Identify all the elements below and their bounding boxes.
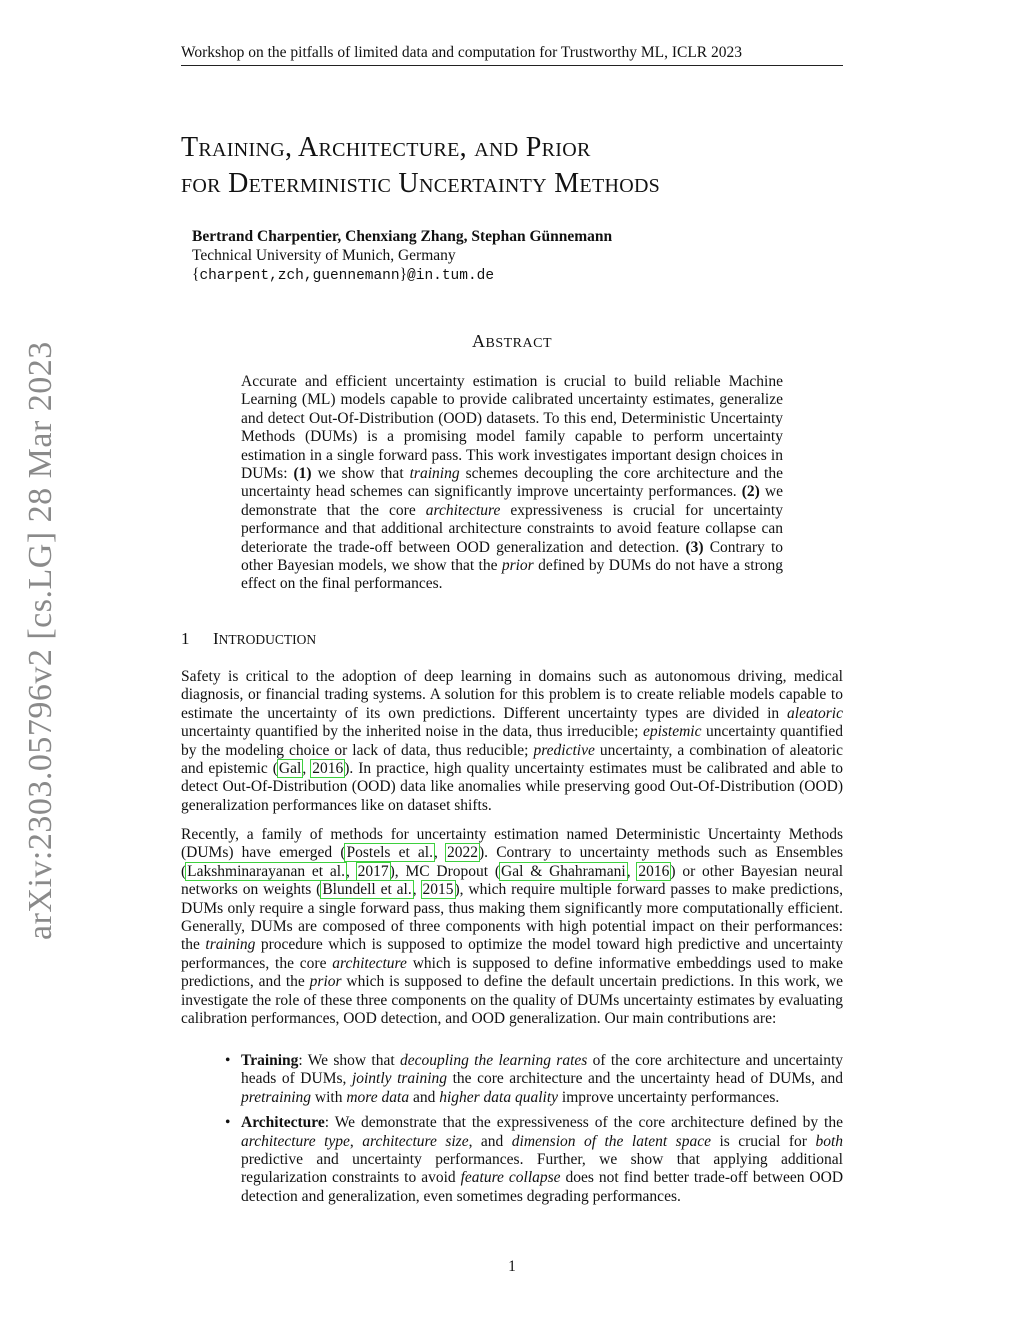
citation-link[interactable]: 2016 [638, 862, 670, 880]
page-number: 1 [508, 1258, 516, 1275]
header-rule [181, 65, 843, 66]
citation-link[interactable]: 2022 [447, 844, 478, 862]
contribution-architecture: • Architecture: We demonstrate that the expressiveness of the core architecture defined by the architecture type, architecture size, and dimension of the latent space is crucial for both predictive and uncertainty performances. Further, we show that applying additional regularization constraints to avoid feature collapse does not find better trade-off between OOD detection and generalization, even sometimes degrading performances. [225, 1114, 844, 1205]
citation-link[interactable]: 2015 [422, 881, 454, 899]
contribution-training: • Training: We show that decoupling the learning rates of the core architecture and uncertainty heads of DUMs, jointly training the core architecture and the uncertainty head of DUMs, and pretraining with more data and higher data quality improve uncertainty performances. [225, 1052, 843, 1106]
citation-link[interactable]: Lakshminarayanan et al. [187, 862, 345, 880]
paper-title [181, 131, 881, 203]
author-names: Bertrand Charpentier, Chenxiang Zhang, Stephan Günnemann [192, 228, 613, 245]
citation-link[interactable]: 2016 [312, 760, 344, 778]
abstract-body: Accurate and efficient uncertainty estimation is crucial to build reliable Machine Learning (ML) models capable to provide calibrated uncertainty estimates, generalize and detect Out-Of-Distribution (OOD) datasets. To this end, Deterministic Uncertainty Methods (DUMs) is a promising model family capable to perform uncertainty estimation in a single forward pass. This work investigates important design choices in DUMs: (1) we show that training schemes decoupling the core architecture and the uncertainty head schemes can significantly improve uncertainty performances. (2) we demonstrate that the core architecture expressiveness is crucial for uncertainty performance and that additional architecture constraints to avoid feature collapse can deteriorate the trade-off between OOD generalization and detection. (3) Contrary to other Bayesian models, we show that the prior defined by DUMs do not have a strong effect on the final performances. [241, 373, 784, 593]
arxiv-watermark: arXiv:2303.05796v2 [cs.LG] 28 Mar 2023 [22, 341, 59, 940]
citation-link[interactable]: Gal [278, 760, 302, 778]
citation-link[interactable]: Blundell et al. [322, 881, 412, 899]
running-header: Workshop on the pitfalls of limited data and computation for Trustworthy ML, ICLR 2023 [181, 44, 743, 61]
title-line-1: TRAINING, ARCHITECTURE, AND PRIOR [181, 132, 591, 163]
bullet-icon: • [225, 1052, 231, 1069]
citation-link[interactable]: Postels et al. [346, 844, 433, 862]
abstract-heading: ABSTRACT [471, 331, 552, 351]
citation-link[interactable]: Gal & Ghahramani [501, 862, 626, 880]
citation-link[interactable]: 2017 [357, 862, 389, 880]
author-emails: {charpent,zch,guennemann}@in.tum.de [192, 266, 495, 284]
affiliation: Technical University of Munich, Germany [192, 247, 456, 264]
section-heading-introduction: 1 INTRODUCTION [181, 629, 317, 648]
author-block [192, 227, 832, 286]
intro-paragraph-2: Recently, a family of methods for uncertainty estimation named Deterministic Uncertainty Methods (DUMs) have emerged (Postels et al., 2022). Contrary to uncertainty methods such as Ensembles (Lakshminarayanan et al., 2017), MC Dropout (Gal & Ghahramani, 2016) or other Bayesian neural networks on weights (Blundell et al., 2015), which require multiple forward passes to make predictions, DUMs only require a single forward pass, thus making them significantly more computationally efficient. Generally, DUMs are composed of three components with high potential impact on their performances: the training procedure which is supposed to optimize the model toward high predictive and uncertainty performances, the core architecture which is supposed to define informative embeddings used to make predictions, and the prior which is supposed to define the default uncertain predictions. In this work, we investigate the role of these three components on the quality of DUMs uncertainty estimates by evaluating calibration performances, OOD detection, and OOD generalization. Our main contributions are: [181, 826, 844, 1028]
contributions-list [225, 1052, 843, 1213]
bullet-icon: • [225, 1114, 231, 1132]
title-line-2: FOR DETERMINISTIC UNCERTAINTY METHODS [181, 168, 661, 199]
intro-paragraph-1: Safety is critical to the adoption of deep learning in domains such as autonomous driving, medical diagnosis, or financial trading systems. A solution for this problem is to create reliable models capable to estimate the uncertainty of its own predictions. Different uncertainty types are divided in aleatoric uncertainty quantified by the inherited noise in the data, thus irreducible; epistemic uncertainty quantified by the modeling choice or lack of data, thus reducible; predictive uncertainty, a combination of aleatoric and epistemic (Gal, 2016). In practice, high quality uncertainty estimates must be calibrated and able to detect Out-Of-Distribution (OOD) data like anomalies while preserving good Out-Of-Distribution (OOD) generalization performances like on dataset shifts. [181, 668, 844, 814]
